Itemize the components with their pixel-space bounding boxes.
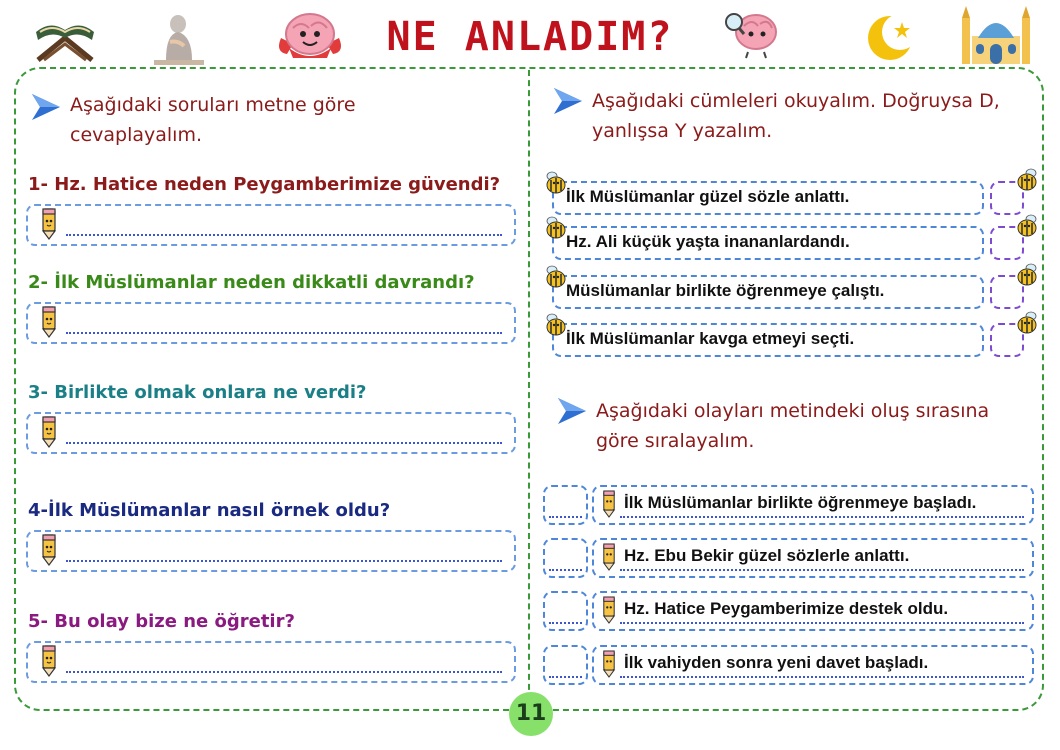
- quran-stand-icon: [30, 10, 100, 66]
- pencil-icon: [34, 644, 64, 678]
- tf-statement-1: [552, 181, 984, 215]
- page-number: 11: [509, 692, 553, 736]
- answer-field-1[interactable]: [26, 204, 516, 246]
- instruction-line: cevaplayalım.: [70, 124, 202, 146]
- order-number-box-1[interactable]: [543, 485, 588, 525]
- order-number-box-2[interactable]: [543, 538, 588, 578]
- order-number-box-3[interactable]: [543, 591, 588, 631]
- brain-magnifier-icon: [722, 8, 782, 60]
- tf-statement-text: İlk Müslümanlar kavga etmeyi seçti.: [566, 329, 855, 348]
- tf-statement-2: [552, 226, 984, 260]
- instruction-line: Aşağıdaki cümleleri okuyalım. Doğruysa D,: [592, 90, 1000, 112]
- bee-icon: [1014, 310, 1040, 336]
- pencil-icon: [34, 207, 64, 241]
- question-5: 5- Bu olay bize ne öğretir?: [28, 611, 295, 632]
- crescent-star-icon: [864, 8, 920, 64]
- arrow-icon: [556, 396, 588, 426]
- order-event-2: [592, 538, 1034, 578]
- arrow-icon: [30, 92, 62, 122]
- left-instruction: [70, 90, 510, 150]
- question-4: 4-İlk Müslümanlar nasıl örnek oldu?: [28, 500, 391, 521]
- order-number-box-4[interactable]: [543, 645, 588, 685]
- instruction-line: göre sıralayalım.: [596, 430, 755, 452]
- brain-mascot-icon: [275, 8, 345, 60]
- pencil-icon: [34, 415, 64, 449]
- order-event-3: [592, 591, 1034, 631]
- tf-statement-text: Hz. Ali küçük yaşta inananlardandı.: [566, 232, 850, 251]
- tf-statement-text: İlk Müslümanlar güzel sözle anlattı.: [566, 187, 850, 206]
- pencil-icon: [34, 533, 64, 567]
- instruction-line: yanlışsa Y yazalım.: [592, 120, 773, 142]
- answer-field-4[interactable]: [26, 530, 516, 572]
- column-divider: [528, 70, 530, 700]
- order-event-text: İlk vahiyden sonra yeni davet başladı.: [624, 653, 929, 672]
- bee-icon: [1014, 213, 1040, 239]
- order-instruction: [596, 396, 1036, 456]
- bee-icon: [543, 312, 569, 338]
- order-event-text: Hz. Hatice Peygamberimize destek oldu.: [624, 599, 949, 618]
- bee-icon: [1014, 167, 1040, 193]
- pencil-icon: [596, 488, 622, 520]
- pencil-icon: [34, 305, 64, 339]
- tf-statement-text: Müslümanlar birlikte öğrenmeye çalıştı.: [566, 281, 885, 300]
- question-2: 2- İlk Müslümanlar neden dikkatli davrandı?: [28, 272, 475, 293]
- bee-icon: [543, 264, 569, 290]
- pencil-icon: [596, 648, 622, 680]
- question-3: 3- Birlikte olmak onlara ne verdi?: [28, 382, 367, 403]
- instruction-line: Aşağıdaki olayları metindeki oluş sırasına: [596, 400, 990, 422]
- arrow-icon: [552, 86, 584, 116]
- answer-field-2[interactable]: [26, 302, 516, 344]
- mosque-icon: [958, 4, 1034, 66]
- answer-field-3[interactable]: [26, 412, 516, 454]
- order-event-text: Hz. Ebu Bekir güzel sözlerle anlattı.: [624, 546, 910, 565]
- bee-icon: [543, 170, 569, 196]
- question-1: 1- Hz. Hatice neden Peygamberimize güvendi?: [28, 174, 501, 195]
- bee-icon: [1014, 262, 1040, 288]
- tf-statement-3: [552, 275, 984, 309]
- bee-icon: [543, 215, 569, 241]
- answer-field-5[interactable]: [26, 641, 516, 683]
- order-event-text: İlk Müslümanlar birlikte öğrenmeye başladı.: [624, 493, 977, 512]
- tf-statement-4: [552, 323, 984, 357]
- tf-instruction: [592, 86, 1042, 146]
- instruction-line: Aşağıdaki soruları metne göre: [70, 94, 356, 116]
- pencil-icon: [596, 594, 622, 626]
- order-event-1: [592, 485, 1034, 525]
- page-title: NE ANLADIM?: [386, 14, 674, 60]
- praying-person-icon: [148, 10, 208, 66]
- order-event-4: [592, 645, 1034, 685]
- pencil-icon: [596, 541, 622, 573]
